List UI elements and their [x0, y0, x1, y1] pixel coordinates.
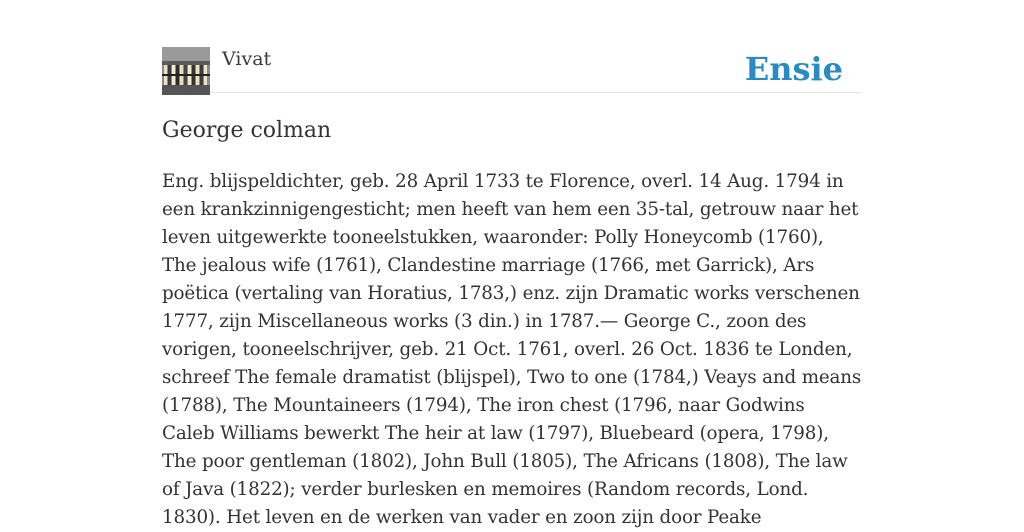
article-body: Eng. blijspeldichter, geb. 28 April 1733 te Florence, overl. 14 Aug. 1794 in een krankzinnigengesticht; men heeft van hem een 35-tal, getrouw naar het leven uitgewerkte tooneelstukken, waaronder: Polly Honeycomb (1760), The jealous wife (1761), Clandestine marriage (1766, met Garrick), Ars poëtica (vertaling van Horatius, 1783,) enz. zijn Dramatic works verschenen 1777, zijn Miscellaneous works (3 din.) in 1787.— George C., zoon des vorigen, tooneelschrijver, geb. 21 Oct. 1761, overl. 26 Oct. 1836 te Londen, schreef The female dramatist (blijspel), Two to one (1784,) Veays and means (1788), The Mountaineers (1794), The iron chest (1796, naar Godwins Caleb Williams bewerkt The heir at law (1797), Bluebeard (opera, 1798), The poor gentleman (1802), John Bull (1805), The Africans (1808), The law of Java (1822); verder burlesken en memoires (Random records, Lond. 1830). Het leven en de werken van vader en zoon zijn door Peake	[162, 171, 862, 528]
page-header	[162, 46, 862, 93]
author-name[interactable]: Vivat	[222, 48, 272, 70]
article-title: George colman	[162, 118, 332, 143]
bookshelf-avatar-icon	[162, 47, 210, 95]
brand-logo[interactable]: Ensie	[744, 50, 843, 88]
author-avatar[interactable]	[162, 47, 210, 95]
